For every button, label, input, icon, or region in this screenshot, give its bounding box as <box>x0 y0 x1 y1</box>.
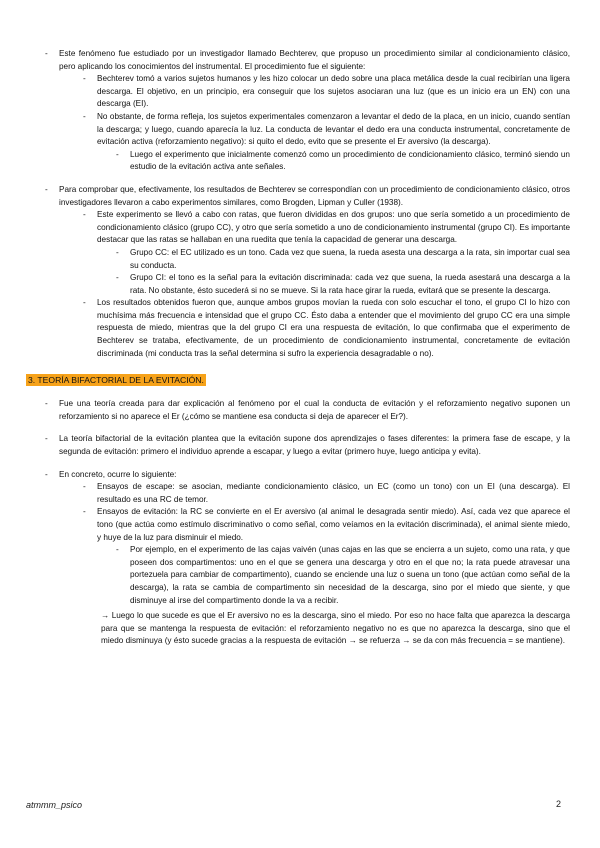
paragraph: Este fenómeno fue estudiado por un investigador llamado Bechterev, que propuso un procedimiento similar al condicionamiento clásico, pero aplicando los conocimientos del instrumental. El procedimiento fue el siguiente: <box>59 49 570 71</box>
dash-bullet: - <box>83 298 86 308</box>
list-item <box>45 48 570 73</box>
conclusion-paragraph: → Luego lo que sucede es que el Er aversivo no es la descarga, sino el miedo. Por eso no hace falta que aparezca la descarga para que se mantenga la respuesta de evitación: el reforzamiento negativo no es que no aparezca la descarga, sino que el miedo disminuya (y ésto sucede gracias a la respuesta de evitación → se refuerza → se da con más frecuencia = se mantiene). <box>101 611 570 646</box>
dash-bullet: - <box>116 247 119 257</box>
footer-author: atmmm_psico <box>26 800 83 810</box>
paragraph: En concreto, ocurre lo siguiente: <box>59 469 177 479</box>
paragraph: Para comprobar que, efectivamente, los resultados de Bechterev se correspondían con un procedimiento de condicionamiento clásico, otros investigadores llevaron a cabo experimentos similares, como Brogden, Lipman y Culler (1938). <box>59 184 570 207</box>
list-item <box>116 247 570 272</box>
page-number: 2 <box>556 799 562 809</box>
list-item <box>83 297 570 360</box>
list-item <box>83 209 570 247</box>
paragraph: Luego el experimento que inicialmente comenzó como un procedimiento de condicionamiento clásico, terminó siendo un estudio de la evitación activa ante señales. <box>130 149 570 172</box>
list-item <box>83 73 570 111</box>
document-body <box>0 48 600 648</box>
dash-bullet: - <box>45 49 48 58</box>
dash-bullet: - <box>45 184 48 194</box>
section-heading-wrapper <box>0 370 600 388</box>
dash-bullet: - <box>83 507 86 517</box>
paragraph: Ensayos de escape: se asocian, mediante condicionamiento clásico, un EC (como un tono) con un EI (una descarga). El resultado es una RC de temor. <box>97 482 570 504</box>
paragraph: Este experimento se llevó a cabo con ratas, que fueron divididas en dos grupos: uno que sería sometido a un procedimiento de condicionamiento clásico (grupo CC), y otro que sería sometido a uno de condicionamiento instrumental (grupo CI). Es importante destacar que las ratas se hallaban en una ruedita que tenía la capacidad de generar una descarga. <box>97 210 570 245</box>
paragraph: Bechterev tomó a varios sujetos humanos y les hizo colocar un dedo sobre una placa metálica desde la cual recibirían una ligera descarga. El objetivo, en un principio, era conseguir que los sujetos asociaran una luz (que es un inicio era un EN) con una descarga (EI). <box>97 74 570 109</box>
dash-bullet: - <box>83 210 86 220</box>
paragraph: Ensayos de evitación: la RC se convierte en el Er aversivo (al animal le desagrada sentir miedo). Así, cada vez que aparece el tono (que actúa como estímulo discriminativo o como señal, como veíamos en la evitación discriminada), el animal siente miedo, y huye de la luz para disminuir el miedo. <box>97 507 570 542</box>
dash-bullet: - <box>116 273 119 283</box>
dash-bullet: - <box>45 399 48 409</box>
paragraph: Fue una teoría creada para dar explicación al fenómeno por el cual la conducta de evitación y el reforzamiento negativo suponen un reforzamiento si no aparece el Er (¿cómo se mantiene esa conducta si deja de aparecer el Er?). <box>59 399 570 421</box>
paragraph: Por ejemplo, en el experimento de las cajas vaivén (unas cajas en las que se encierra a un sujeto, como una rata, y que poseen dos compartimentos: uno en el que se genera una descarga y otro en el que no; la rata puede atravesar una portezuela para cambiar de compartimento), cuando se enciende una luz o suena un tono (que actúan como señal de la descarga), la rata se cambia de compartimento sin necesidad de la descarga, sino por el miedo que siente, y que disminuye al irse del compartimento donde la va a recibir. <box>130 545 570 605</box>
list-item <box>116 544 570 607</box>
dash-bullet: - <box>83 111 86 121</box>
paragraph: No obstante, de forma refleja, los sujetos experimentales comenzaron a levantar el dedo de la placa, en un inicio, cuando sentían la descarga; y luego, cuando aparecía la luz. La conducta de levantar el dedo era una conducta instrumental, concretamente de evitación activa (reforzamiento negativo): si quito el dedo, evito que se presente el Er aversivo (la descarga). <box>97 111 570 147</box>
list-item <box>45 433 570 458</box>
paragraph: Grupo CC: el EC utilizado es un tono. Cada vez que suena, la rueda asesta una descarga a la rata, sin importar cual sea su conducta. <box>130 247 570 270</box>
list-item <box>45 184 570 209</box>
list-item <box>45 469 570 482</box>
list-item <box>116 149 570 174</box>
paragraph: Grupo CI: el tono es la señal para la evitación discriminada: cada vez que suena, la rueda asestará una descarga a la rata. No obstante, ésto sucederá si no se mueve. Si la rata hace girar la rueda, evitará que se presente la descarga. <box>130 273 570 295</box>
list-item <box>116 272 570 297</box>
section-heading: 3. TEORÍA BIFACTORIAL DE LA EVITACIÓN. <box>28 375 204 386</box>
paragraph: Los resultados obtenidos fueron que, aunque ambos grupos movían la rueda con solo escuchar el tono, el grupo CI lo hizo con muchísima más frecuencia e intensidad que el grupo CC. Ésto daba a entender que el movimiento del grupo CC era una simple respuesta de miedo, mientras que la del grupo CI era una respuesta de evitación, lo que confirmaba que el experimento de Bechterev se trataba, efectivamente, de un procedimiento de condicionamiento instrumental, concretamente de evitación discriminada (mi conducta tras la señal determina si sufro la experiencia desagradable o no). <box>97 298 570 358</box>
dash-bullet: - <box>83 74 86 84</box>
list-item <box>83 111 570 149</box>
dash-bullet: - <box>116 149 119 159</box>
dash-bullet: - <box>45 434 48 444</box>
list-item <box>83 506 570 544</box>
dash-bullet: - <box>83 482 86 492</box>
dash-bullet: - <box>116 545 119 555</box>
list-item <box>83 481 570 506</box>
list-item <box>45 398 570 423</box>
dash-bullet: - <box>45 469 48 479</box>
paragraph: La teoría bifactorial de la evitación plantea que la evitación supone dos aprendizajes o fases diferentes: la primera fase de escape, y la segunda de evitación: primero el individuo aprende a escapar, y luego a evitar (primero huye, luego anticipa y evita). <box>59 434 570 457</box>
